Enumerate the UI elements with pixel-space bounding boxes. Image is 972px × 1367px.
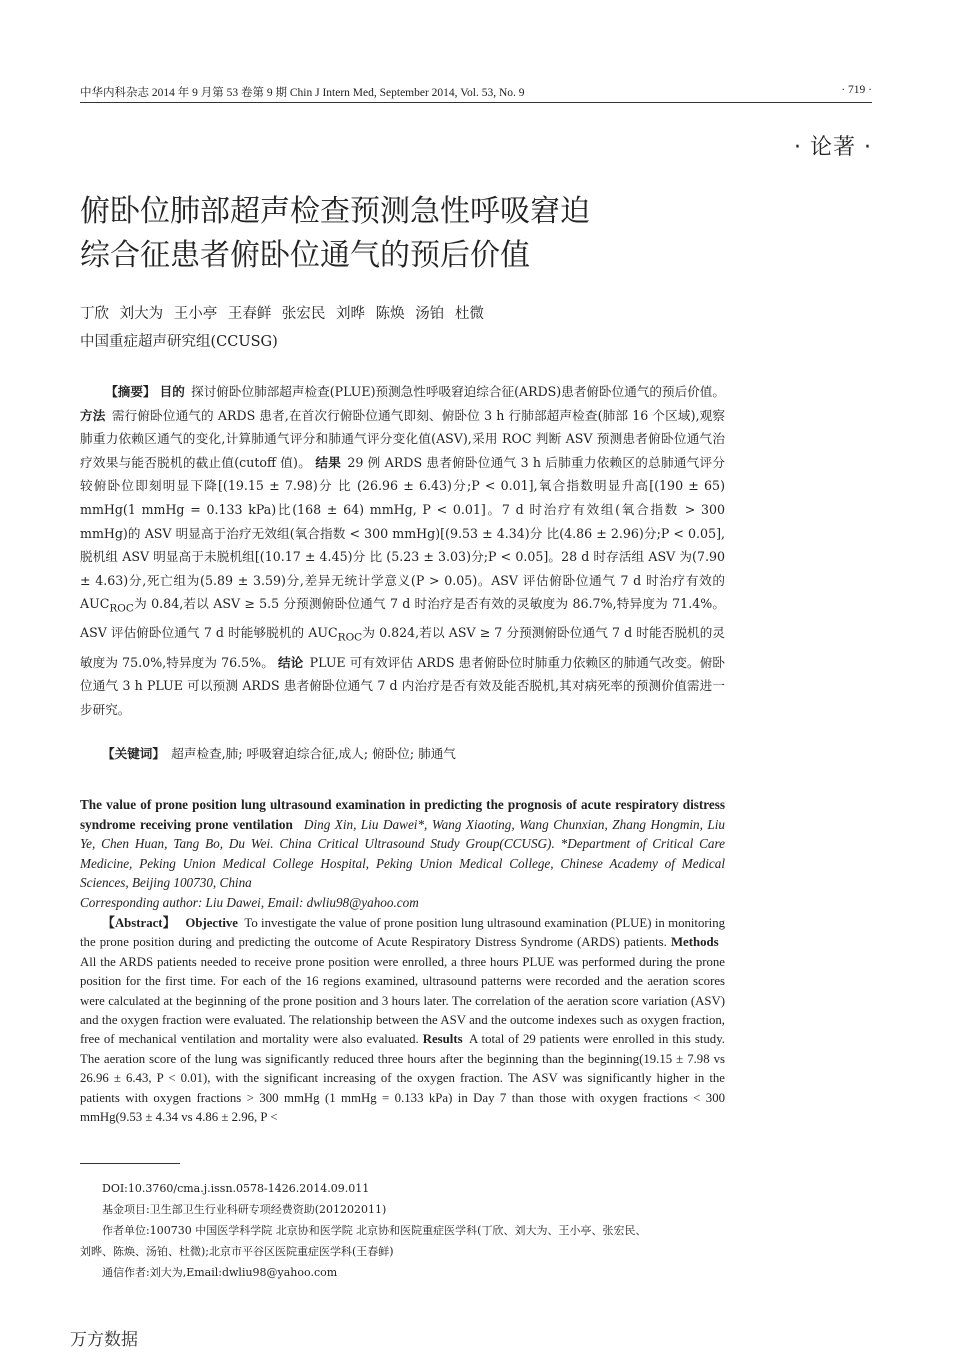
- author-names: 丁欣 刘大为 王小亭 王春鲜 张宏民 刘晔 陈焕 汤铂 杜微: [80, 306, 484, 322]
- english-title: The value of prone position lung ultrasound examination in predicting the prognosis of acute respiratory distress syndrome receiving prone ventilation: [80, 797, 725, 832]
- affiliation-note-cont: 刘晔、陈焕、汤铂、杜微);北京市平谷区医院重症医学科(王春鲜): [80, 1245, 394, 1258]
- footnote-divider: [80, 1163, 180, 1164]
- results-text: 29 例 ARDS 患者俯卧位通气 3 h 后肺重力依赖区的总肺通气评分较俯卧位即刻明显下降[(19.15 ± 7.98)分 比 (26.96 ± 6.43)分;P < 0.01],氧合指数明显升高[(190 ± 65) mmHg(1 mmHg = 0.133 kPa)比(168 ± 64) mmHg, P < 0.01]。7 d 时治疗有效组(氧合指数 > 300 mmHg)的 ASV 明显高于治疗无效组(氧合指数 < 300 mmHg)[(9.53 ± 4.34)分 比(4.86 ± 2.96)分;P < 0.05],脱机组 ASV 明显高于未脱机组[(10.17 ± 4.45)分 比 (5.23 ± 3.03)分;P < 0.05]。28 d 时存活组 ASV 为(7.90 ± 4.63)分,死亡组为(5.89 ± 3.59)分,差异无统计学意义(P > 0.05)。ASV 评估俯卧位通气 7 d 时治疗有效的 AUC: [80, 454, 725, 612]
- article-title-line1: 俯卧位肺部超声检查预测急性呼吸窘迫: [80, 194, 590, 229]
- chinese-abstract: [80, 380, 725, 721]
- en-results-text: A total of 29 patients were enrolled in this study. The aeration score of the lung was significantly reduced three hours after the beginning than the beginning(19.15 ± 7.98 vs 26.96 ± 6.43, P < 0.01), with the significant increasing of the oxygen fraction. The ASV was significantly higher in the patients with oxygen fractions > 300 mmHg (1 mmHg = 0.133 kPa) in Day 7 than those with oxygen fractions < 300 mmHg(9.53 ± 4.34 vs 4.86 ± 2.96, P <: [80, 1032, 725, 1125]
- en-objective-label: Objective: [185, 916, 238, 930]
- english-abstract: [80, 914, 725, 1127]
- keywords-text: 超声检查,肺; 呼吸窘迫综合征,成人; 俯卧位; 肺通气: [171, 746, 456, 761]
- author-block: [80, 300, 880, 356]
- roc-subscript: ROC: [109, 602, 134, 615]
- objective-label: 目的: [159, 384, 185, 399]
- methods-label: 方法: [80, 407, 106, 423]
- keywords-label: 【关键词】: [102, 746, 165, 761]
- results-text-b: 为 0.84,若以 ASV ≥ 5.5 分预测俯卧位通气 7 d 时治疗是否有效的灵敏度为 86.7%,特异度为 71.4%。ASV 评估俯卧位通气 7 d 时能够脱机的 AUC: [80, 596, 725, 641]
- conclusion-text: PLUE 可有效评估 ARDS 患者俯卧位时肺重力依赖区的肺通气改变。俯卧位通气 3 h PLUE 可以预测 ARDS 患者俯卧位通气 7 d 内治疗是否有效及能否脱机,其对病死率的预测价值需进一步研究。: [80, 654, 725, 717]
- en-abstract-label: 【Abstract】: [102, 916, 176, 930]
- article-title: [80, 190, 840, 278]
- roc-subscript: ROC: [337, 631, 363, 644]
- fund-note: 基金项目:卫生部卫生行业科研专项经费资助(201202011): [102, 1203, 387, 1216]
- english-title-block: [80, 795, 725, 912]
- en-methods-label: Methods: [670, 935, 719, 950]
- chinese-keywords: [80, 742, 725, 765]
- doi: DOI:10.3760/cma.j.issn.0578-1426.2014.09.011: [102, 1182, 370, 1195]
- affiliation-note: 作者单位:100730 中国医学科学院 北京协和医学院 北京协和医院重症医学科(丁欣、刘大为、王小亭、张宏民、: [102, 1224, 647, 1237]
- results-label: 结果: [315, 454, 342, 470]
- article-title-line2: 综合征患者俯卧位通气的预后价值: [80, 238, 530, 273]
- en-methods-text: All the ARDS patients needed to receive prone position were enrolled, a three hours PLUE was performed during the prone position for the first time. For each of the 16 regions examined, ultrasound patterns were recorded and the aeration scores were calculated at the beginning of the prone position and 3 hours later. The correlation of the aeration score variation (ASV) and the oxygen fraction were evaluated. The relationship between the ASV and the outcome indexes such as oxygen fraction, free of mechanical ventilation and mortality were also evaluated.: [80, 954, 725, 1047]
- en-objective-text: To investigate the value of prone position lung ultrasound examination (PLUE) in monitoring the prone position during and predicting the outcome of Acute Respiratory Distress Syndrome (ARDS) patients.: [80, 916, 725, 950]
- en-results-label: Results: [422, 1032, 463, 1047]
- corresponding-author: Corresponding author: Liu Dawei, Email: dwliu98@yahoo.com: [80, 894, 419, 910]
- watermark: 万方数据: [70, 1330, 138, 1350]
- methods-text: 需行俯卧位通气的 ARDS 患者,在首次行俯卧位通气即刻、俯卧位 3 h 行肺部超声检查(肺部 16 个区域),观察肺重力依赖区通气的变化,计算肺通气评分和肺通气评分变化值(ASV),采用 ROC 判断 ASV 预测患者俯卧位通气治疗效果与能否脱机的截止值(cutoff 值)。: [80, 407, 725, 470]
- conclusion-label: 结论: [278, 654, 304, 670]
- author-group: 中国重症超声研究组(CCUSG): [80, 334, 278, 350]
- running-header: [80, 82, 872, 103]
- objective-text: 探讨俯卧位肺部超声检查(PLUE)预测急性呼吸窘迫综合征(ARDS)患者俯卧位通气的预后价值。: [191, 384, 725, 399]
- journal-citation: 中华内科杂志 2014 年 9 月第 53 卷第 9 期 Chin J Intern Med, September 2014, Vol. 53, No. 9: [80, 87, 525, 99]
- correspondence-note: 通信作者:刘大为,Email:dwliu98@yahoo.com: [102, 1266, 338, 1279]
- results-text-c: 为 0.824,若以 ASV ≥ 7 分预测俯卧位通气 7 d 时能否脱机的灵敏度为 75.0%,特异度为 76.5%。: [80, 625, 725, 670]
- section-tag: · 论著 ·: [794, 135, 872, 160]
- footnotes: [80, 1178, 730, 1283]
- english-authors: Ding Xin, Liu Dawei*, Wang Xiaoting, Wang Chunxian, Zhang Hongmin, Liu Ye, Chen Huan, Tang Bo, Du Wei. China Critical Ultrasound Study Group(CCUSG). *Department of Critical Care Medicine, Peking Union Medical College Hospital, Peking Union Medical College, Chinese Academy of Medical Sciences, Beijing 100730, China: [80, 816, 726, 890]
- page-number: · 719 ·: [841, 84, 872, 96]
- abstract-label: 【摘要】: [105, 384, 156, 399]
